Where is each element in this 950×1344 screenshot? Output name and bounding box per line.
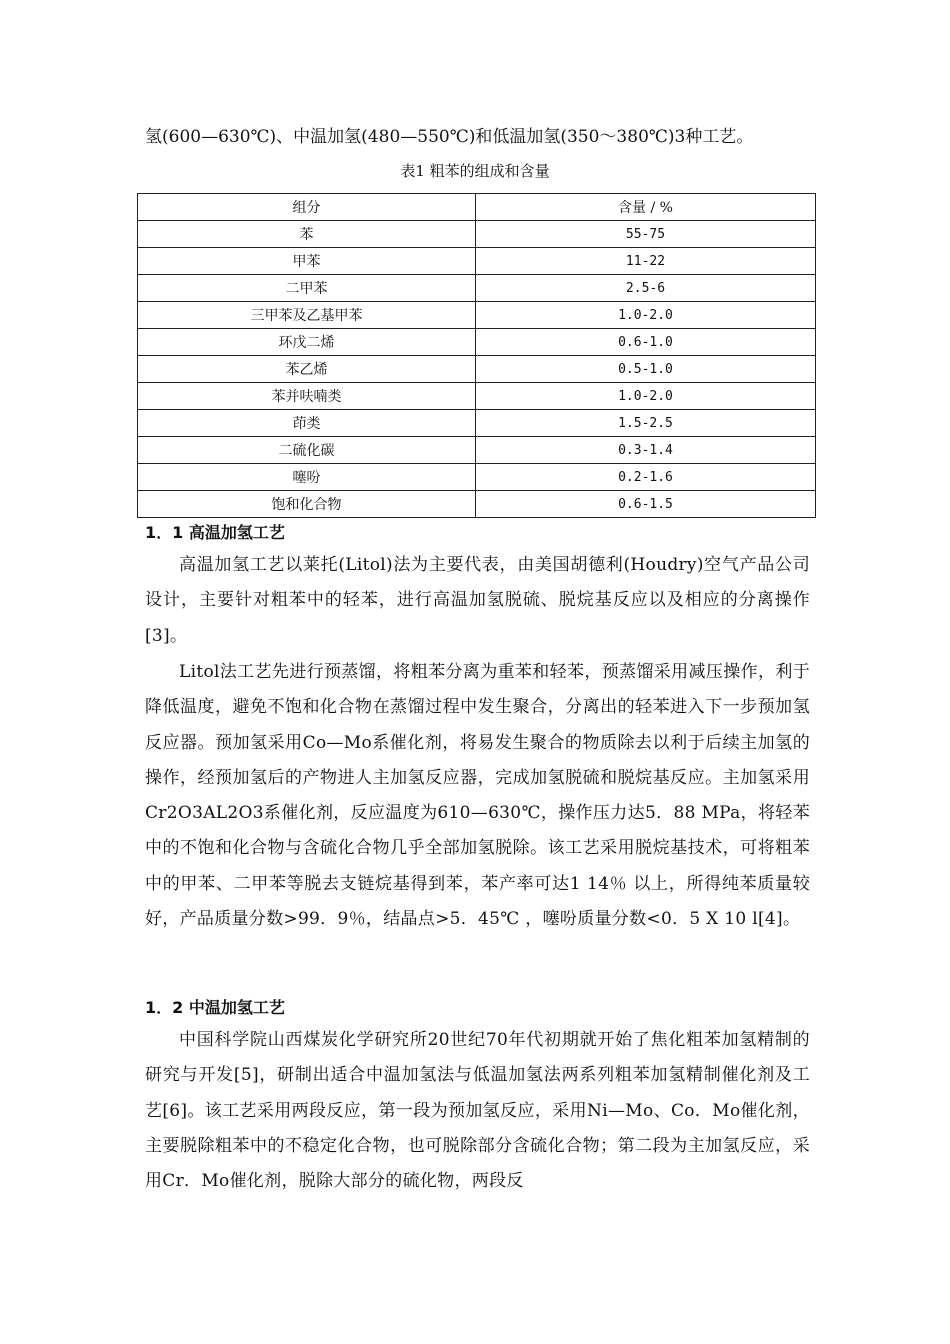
table-row xyxy=(138,464,816,491)
section-heading-1-1: 1．1 高温加氢工艺 xyxy=(145,523,285,542)
content-cell: 1.0-2.0 xyxy=(476,383,816,410)
component-cell: 苯乙烯 xyxy=(138,356,476,383)
content-cell: 1.5-2.5 xyxy=(476,410,816,437)
content-cell: 0.6-1.0 xyxy=(476,329,816,356)
section-heading-1-2: 1．2 中温加氢工艺 xyxy=(145,998,285,1017)
component-cell: 苯 xyxy=(138,221,476,248)
content-cell: 1.0-2.0 xyxy=(476,302,816,329)
table-row xyxy=(138,437,816,464)
table-row xyxy=(138,383,816,410)
table-row xyxy=(138,275,816,302)
table-caption: 表1 粗苯的组成和含量 xyxy=(400,162,550,180)
paragraph-1-1-b: Litol法工艺先进行预蒸馏，将粗苯分离为重苯和轻苯，预蒸馏采用减压操作，利于降低温度，避免不饱和化合物在蒸馏过程中发生聚合，分离出的轻苯进入下一步预加氢反应器。预加氢采用Co—Mo系催化剂，将易发生聚合的物质除去以利于后续主加氢的操作，经预加氢后的产物进人主加氢反应器，完成加氢脱硫和脱烷基反应。主加氢采用Cr2O3AL2O3系催化剂，反应温度为610—630℃，操作压力达5．88 MPa，将轻苯中的不饱和化合物与含硫化合物几乎全部加氢脱除。该工艺采用脱烷基技术，可将粗苯中的甲苯、二甲苯等脱去支链烷基得到苯，苯产率可达1 14％ 以上，所得纯苯质量较好，产品质量分数>99．9％，结晶点>5．45℃ ，噻吩质量分数<0．5 X 10 l[4]。 xyxy=(145,662,810,930)
table-row xyxy=(138,302,816,329)
component-cell: 二甲苯 xyxy=(138,275,476,302)
table-row xyxy=(138,491,816,518)
header-component: 组分 xyxy=(138,194,476,221)
component-cell: 饱和化合物 xyxy=(138,491,476,518)
component-cell: 茚类 xyxy=(138,410,476,437)
table-row xyxy=(138,221,816,248)
content-cell: 0.3-1.4 xyxy=(476,437,816,464)
paragraph-1-1-a: 高温加氢工艺以莱托(Litol)法为主要代表，由美国胡德利(Houdry)空气产品公司设计，主要针对粗苯中的轻苯，进行高温加氢脱硫、脱烷基反应以及相应的分离操作[3]。 xyxy=(145,555,810,646)
content-cell: 0.2-1.6 xyxy=(476,464,816,491)
component-cell: 甲苯 xyxy=(138,248,476,275)
table-row xyxy=(138,410,816,437)
table-header-row xyxy=(138,194,816,221)
table-row xyxy=(138,356,816,383)
component-cell: 苯并呋喃类 xyxy=(138,383,476,410)
content-cell: 11-22 xyxy=(476,248,816,275)
table-row xyxy=(138,248,816,275)
component-cell: 二硫化碳 xyxy=(138,437,476,464)
content-cell: 55-75 xyxy=(476,221,816,248)
composition-table xyxy=(137,193,816,518)
content-cell: 0.5-1.0 xyxy=(476,356,816,383)
component-cell: 环戊二烯 xyxy=(138,329,476,356)
content-cell: 2.5-6 xyxy=(476,275,816,302)
paragraph-1-2-a: 中国科学院山西煤炭化学研究所20世纪70年代初期就开始了焦化粗苯加氢精制的研究与开发[5]，研制出适合中温加氢法与低温加氢法两系列粗苯加氢精制催化剂及工艺[6]。该工艺采用两段反应，第一段为预加氢反应，采用Ni—Mo、Co．Mo催化剂，主要脱除粗苯中的不稳定化合物，也可脱除部分含硫化合物；第二段为主加氢反应，采用Cr．Mo催化剂，脱除大部分的硫化物，两段反 xyxy=(145,1030,810,1192)
component-cell: 噻吩 xyxy=(138,464,476,491)
component-cell: 三甲苯及乙基甲苯 xyxy=(138,302,476,329)
table-row xyxy=(138,329,816,356)
intro-line: 氢(600—630℃)、中温加氢(480—550℃)和低温加氢(350～380℃)3种工艺。 xyxy=(145,127,754,147)
content-cell: 0.6-1.5 xyxy=(476,491,816,518)
header-content: 含量 / % xyxy=(476,194,816,221)
